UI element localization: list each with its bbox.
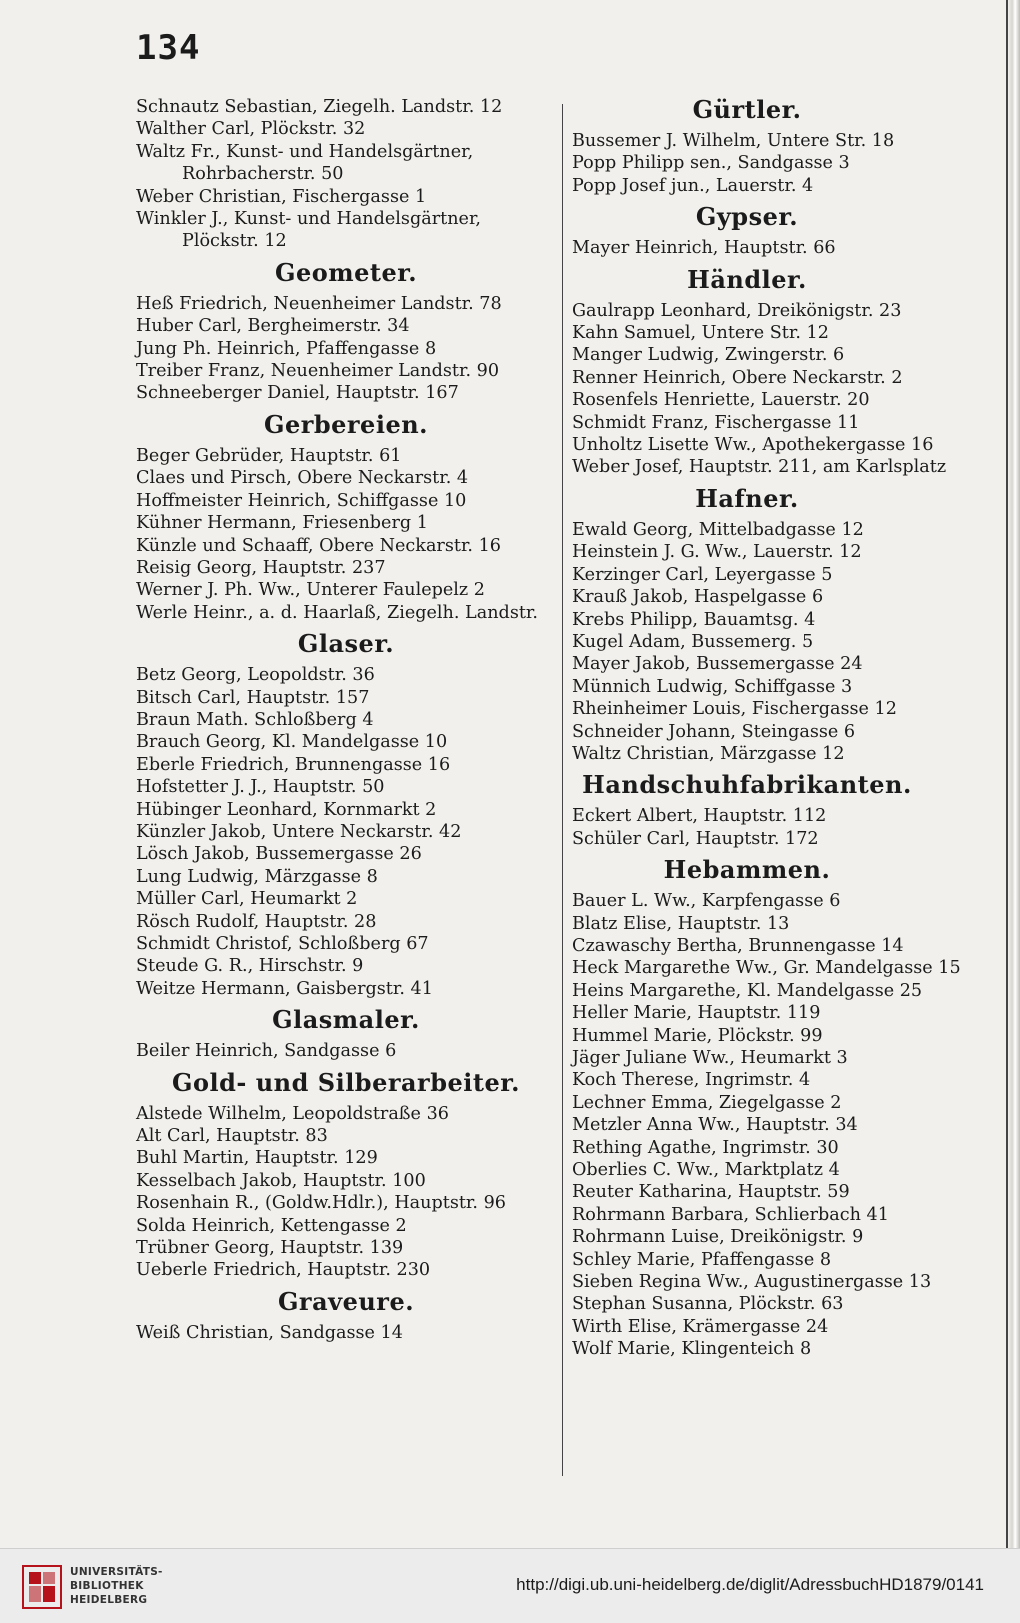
directory-entry: Hummel Marie, Plöckstr. 99 [572, 1025, 823, 1046]
directory-entry: Bauer L. Ww., Karpfengasse 6 [572, 891, 841, 912]
directory-entry: Wolf Marie, Klingenteich 8 [572, 1339, 812, 1360]
directory-entry: Rosenfels Henriette, Lauerstr. 20 [572, 390, 870, 411]
directory-entry: Wirth Elise, Krämergasse 24 [572, 1316, 829, 1337]
directory-entry: Claes und Pirsch, Obere Neckarstr. 4 [136, 468, 469, 489]
page-number: 134 [136, 28, 201, 68]
directory-entry: Solda Heinrich, Kettengasse 2 [136, 1215, 407, 1236]
directory-entry: Sieben Regina Ww., Augustinergasse 13 [572, 1272, 932, 1293]
directory-entry: Waltz Fr., Kunst- und Handelsgärtner, [136, 141, 474, 162]
section-heading: Gürtler. [692, 95, 802, 124]
directory-entry: Schüler Carl, Hauptstr. 172 [572, 828, 819, 849]
directory-entry: Rosenhain R., (Goldw.Hdlr.), Hauptstr. 96 [136, 1193, 506, 1214]
section-heading: Glasmaler. [272, 1005, 420, 1035]
directory-entry: Popp Philipp sen., Sandgasse 3 [572, 153, 850, 174]
directory-entry-continuation: Plöckstr. 12 [182, 231, 287, 252]
directory-entry: Koch Therese, Ingrimstr. 4 [572, 1070, 811, 1091]
source-url-link[interactable]: http://digi.ub.uni-heidelberg.de/diglit/AdressbuchHD1879/0141 [516, 1575, 984, 1594]
directory-entry: Gaulrapp Leonhard, Dreikönigstr. 23 [572, 300, 902, 321]
directory-entry: Weitze Hermann, Gaisbergstr. 41 [136, 978, 433, 999]
section-heading: Gerbereien. [263, 409, 429, 439]
directory-entry: Schnautz Sebastian, Ziegelh. Landstr. 12 [136, 97, 503, 117]
directory-entry: Hoffmeister Heinrich, Schiffgasse 10 [136, 490, 467, 511]
directory-entry: Jäger Juliane Ww., Heumarkt 3 [572, 1048, 848, 1068]
directory-entry: Hofstetter J. J., Hauptstr. 50 [136, 777, 385, 798]
directory-entry: Kesselbach Jakob, Hauptstr. 100 [136, 1170, 426, 1191]
library-name-line-2: BIBLIOTHEK [70, 1580, 144, 1592]
section-heading: Geometer. [274, 257, 418, 287]
directory-entry: Renner Heinrich, Obere Neckarstr. 2 [572, 367, 903, 388]
section-heading: Graveure. [277, 1286, 415, 1316]
directory-entry: Waltz Christian, Märzgasse 12 [572, 743, 845, 764]
section-heading: Hafner. [695, 483, 799, 513]
directory-entry: Alstede Wilhelm, Leopoldstraße 36 [136, 1103, 449, 1124]
directory-entry: Bussemer J. Wilhelm, Untere Str. 18 [572, 131, 895, 151]
directory-entry: Hübinger Leonhard, Kornmarkt 2 [136, 799, 437, 820]
directory-entry: Jung Ph. Heinrich, Pfaffengasse 8 [136, 338, 437, 359]
directory-entry: Schneeberger Daniel, Hauptstr. 167 [136, 383, 459, 404]
directory-entry: Huber Carl, Bergheimerstr. 34 [136, 316, 410, 337]
directory-entry: Reuter Katharina, Hauptstr. 59 [572, 1182, 850, 1203]
directory-entry: Unholtz Lisette Ww., Apothekergasse 16 [572, 435, 934, 456]
directory-entry: Rething Agathe, Ingrimstr. 30 [572, 1137, 839, 1158]
directory-entry: Kugel Adam, Bussemerg. 5 [572, 631, 814, 652]
library-name-line-1: UNIVERSITÄTS- [70, 1566, 163, 1578]
directory-entry: Buhl Martin, Hauptstr. 129 [136, 1148, 378, 1169]
directory-entry: Alt Carl, Hauptstr. 83 [136, 1126, 328, 1147]
directory-entry: Rohrmann Barbara, Schlierbach 41 [572, 1204, 889, 1225]
directory-entry: Blatz Elise, Hauptstr. 13 [572, 913, 790, 934]
directory-entry: Walther Carl, Plöckstr. 32 [136, 119, 366, 140]
directory-entry: Schmidt Christof, Schloßberg 67 [136, 934, 429, 954]
directory-entry: Schley Marie, Pfaffengasse 8 [572, 1249, 832, 1270]
directory-entry: Krebs Philipp, Bauamtsg. 4 [572, 609, 816, 630]
directory-entry: Rheinheimer Louis, Fischergasse 12 [572, 699, 897, 720]
directory-entry: Lung Ludwig, Märzgasse 8 [136, 866, 378, 887]
directory-entry: Werle Heinr., a. d. Haarlaß, Ziegelh. Landstr. [136, 602, 538, 623]
directory-entry: Ewald Georg, Mittelbadgasse 12 [572, 519, 864, 540]
column-divider [562, 104, 563, 1476]
directory-entry: Eckert Albert, Hauptstr. 112 [572, 806, 827, 827]
directory-entry: Ueberle Friedrich, Hauptstr. 230 [136, 1260, 431, 1281]
section-heading: Glaser. [297, 629, 395, 659]
section-heading: Händler. [687, 264, 807, 294]
directory-entry: Eberle Friedrich, Brunnengasse 16 [136, 754, 451, 775]
directory-entry: Beger Gebrüder, Hauptstr. 61 [136, 445, 402, 466]
directory-entry: Oberlies C. Ww., Marktplatz 4 [572, 1160, 840, 1181]
directory-entry: Kerzinger Carl, Leyergasse 5 [572, 564, 833, 585]
footer-bar [0, 1548, 1020, 1623]
directory-entry: Heß Friedrich, Neuenheimer Landstr. 78 [136, 293, 502, 314]
directory-entry: Lechner Emma, Ziegelgasse 2 [572, 1092, 842, 1113]
directory-entry: Weiß Christian, Sandgasse 14 [136, 1322, 403, 1343]
section-heading: Gypser. [695, 202, 799, 232]
directory-entry: Müller Carl, Heumarkt 2 [136, 889, 358, 910]
library-name-line-3: HEIDELBERG [70, 1594, 148, 1606]
directory-entry: Brauch Georg, Kl. Mandelgasse 10 [136, 732, 448, 753]
directory-entry: Kühner Hermann, Friesenberg 1 [136, 513, 428, 534]
directory-entry: Steude G. R., Hirschstr. 9 [136, 956, 364, 977]
directory-entry: Manger Ludwig, Zwingerstr. 6 [572, 345, 845, 366]
section-heading: Gold- und Silberarbeiter. [171, 1067, 521, 1097]
directory-entry: Weber Josef, Hauptstr. 211, am Karlsplatz [572, 457, 947, 478]
directory-entry: Schmidt Franz, Fischergasse 11 [572, 412, 860, 433]
directory-entry: Stephan Susanna, Plöckstr. 63 [572, 1294, 844, 1315]
right-column [572, 96, 992, 1361]
directory-entry: Winkler J., Kunst- und Handelsgärtner, [136, 209, 482, 230]
section-heading: Handschuhfabrikanten. [582, 770, 912, 800]
directory-entry: Metzler Anna Ww., Hauptstr. 34 [572, 1115, 858, 1136]
section-heading: Hebammen. [663, 855, 831, 885]
directory-entry: Bitsch Carl, Hauptstr. 157 [136, 687, 370, 708]
directory-entry: Münnich Ludwig, Schiffgasse 3 [572, 676, 853, 697]
directory-entry: Heck Margarethe Ww., Gr. Mandelgasse 15 [572, 958, 961, 979]
directory-entry: Heins Margarethe, Kl. Mandelgasse 25 [572, 980, 923, 1001]
directory-entry: Krauß Jakob, Haspelgasse 6 [572, 587, 824, 608]
directory-entry: Heller Marie, Hauptstr. 119 [572, 1003, 821, 1024]
directory-entry: Beiler Heinrich, Sandgasse 6 [136, 1041, 397, 1062]
directory-entry: Künzle und Schaaff, Obere Neckarstr. 16 [136, 535, 501, 556]
directory-entry: Werner J. Ph. Ww., Unterer Faulepelz 2 [136, 580, 485, 601]
page-edge [1006, 0, 1020, 1548]
directory-entry: Treiber Franz, Neuenheimer Landstr. 90 [136, 361, 500, 382]
library-name [70, 1565, 163, 1607]
directory-entry: Rohrmann Luise, Dreikönigstr. 9 [572, 1227, 864, 1248]
directory-entry: Heinstein J. G. Ww., Lauerstr. 12 [572, 542, 862, 563]
directory-entry: Kahn Samuel, Untere Str. 12 [572, 323, 829, 344]
directory-entry: Popp Josef jun., Lauerstr. 4 [572, 175, 814, 196]
university-seal-icon [22, 1565, 62, 1609]
directory-entry: Mayer Jakob, Bussemergasse 24 [572, 654, 863, 675]
directory-entry-continuation: Rohrbacherstr. 50 [182, 164, 344, 185]
directory-entry: Braun Math. Schloßberg 4 [136, 709, 374, 730]
directory-entry: Schneider Johann, Steingasse 6 [572, 721, 856, 742]
directory-entry: Betz Georg, Leopoldstr. 36 [136, 665, 375, 686]
directory-entry: Lösch Jakob, Bussemergasse 26 [136, 844, 422, 865]
directory-entry: Rösch Rudolf, Hauptstr. 28 [136, 911, 377, 932]
directory-entry: Czawaschy Bertha, Brunnengasse 14 [572, 935, 904, 956]
directory-entry: Mayer Heinrich, Hauptstr. 66 [572, 238, 836, 259]
directory-entry: Künzler Jakob, Untere Neckarstr. 42 [136, 821, 462, 842]
directory-entry: Reisig Georg, Hauptstr. 237 [136, 557, 386, 578]
directory-entry: Weber Christian, Fischergasse 1 [136, 186, 427, 207]
left-column [136, 96, 556, 1344]
directory-entry: Trübner Georg, Hauptstr. 139 [136, 1238, 404, 1259]
